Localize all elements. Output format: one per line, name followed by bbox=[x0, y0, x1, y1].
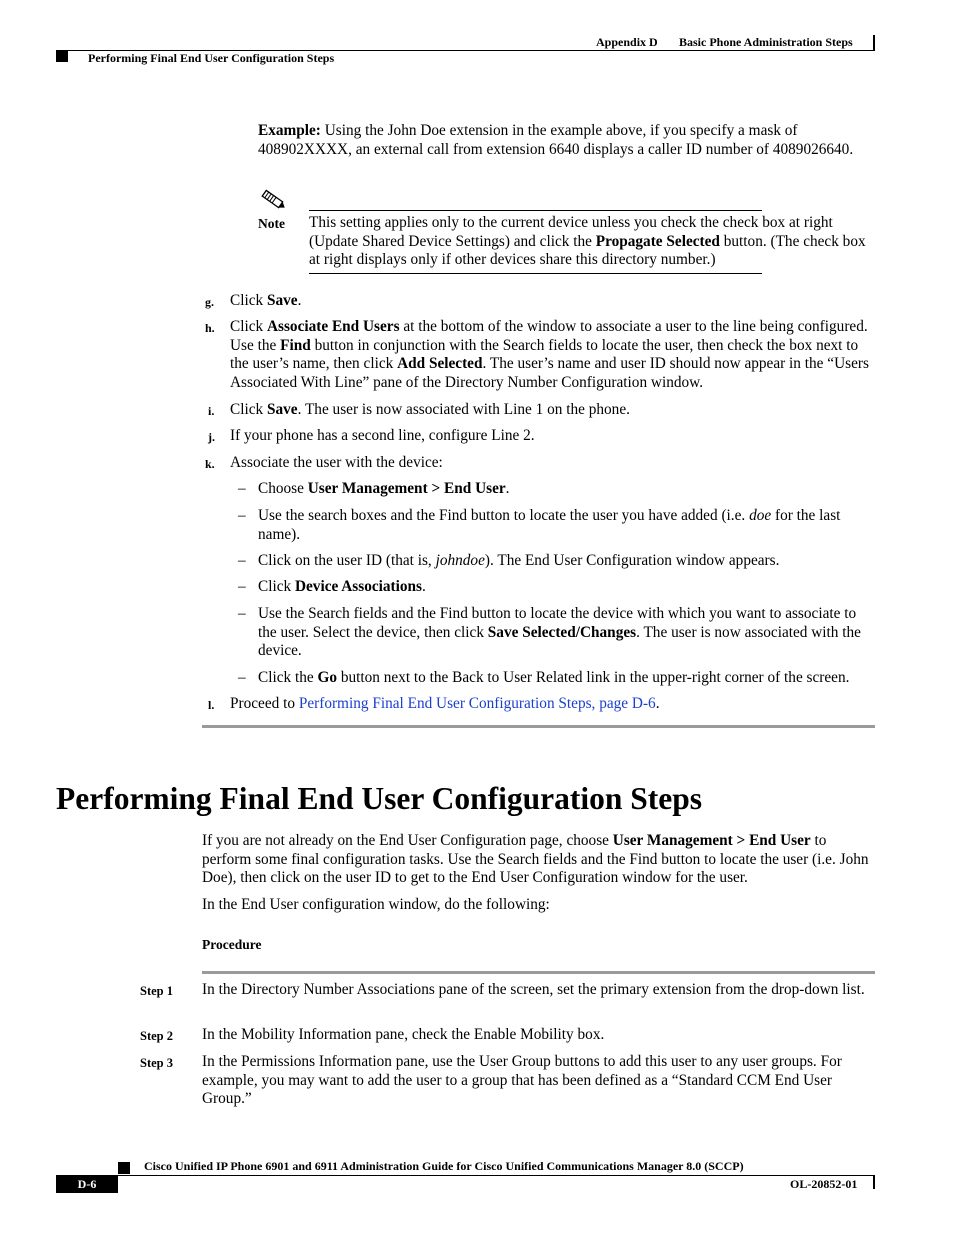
step-g-text: Click Save. bbox=[230, 292, 302, 309]
note-top-rule bbox=[309, 210, 762, 211]
example-label: Example: bbox=[258, 122, 321, 139]
step-letter-h: h. bbox=[205, 321, 215, 335]
section-intro: If you are not already on the End User Configuration page, choose User Management > End User to perform some final configuration tasks. Use the Search fields and the Find button to locate the user (i.e. John Doe), then click on the user ID to get to the End User Configuration window for the user. bbox=[202, 832, 869, 887]
example-paragraph bbox=[258, 122, 858, 159]
header-section: Performing Final End User Configuration Steps bbox=[88, 51, 335, 65]
substep-1-text: Choose User Management > End User. bbox=[258, 480, 510, 497]
header-chapter: Basic Phone Administration Steps bbox=[679, 35, 853, 49]
step-label: Step 3 bbox=[140, 1056, 173, 1070]
step-letter-k: k. bbox=[205, 457, 215, 471]
substep-dash: – bbox=[238, 507, 246, 524]
step-l-text: Proceed to Performing Final End User Configuration Steps, page D-6. bbox=[230, 695, 660, 712]
substep-dash: – bbox=[238, 605, 246, 622]
step-j-text: If your phone has a second line, configure Line 2. bbox=[230, 427, 535, 444]
procedure-step-text: In the Permissions Information pane, use the User Group buttons to add this user to any user groups. For example, you may want to add the user to a group that has been defined as a “Standard CCM End User Group.” bbox=[202, 1053, 842, 1108]
footer-rule bbox=[56, 1175, 875, 1176]
substep-dash: – bbox=[238, 552, 246, 569]
step-letter-g: g. bbox=[205, 295, 214, 309]
footer-end-bar bbox=[873, 1175, 875, 1189]
step-label: Step 1 bbox=[140, 984, 173, 998]
note-label: Note bbox=[258, 216, 285, 231]
page-number: D-6 bbox=[77, 1177, 97, 1191]
footer-block-marker bbox=[118, 1162, 130, 1174]
step-label: Step 2 bbox=[140, 1029, 173, 1043]
section-title: Performing Final End User Configuration Steps bbox=[56, 781, 703, 816]
step-letter-l: l. bbox=[208, 698, 215, 712]
step-k-text: Associate the user with the device: bbox=[230, 454, 443, 471]
substep-dash: – bbox=[238, 578, 246, 595]
procedure-heading: Procedure bbox=[202, 937, 262, 952]
step-i-text: Click Save. The user is now associated with Line 1 on the phone. bbox=[230, 401, 630, 418]
procedure-step-text: In the Mobility Information pane, check the Enable Mobility box. bbox=[202, 1026, 605, 1043]
cross-reference-link[interactable]: Performing Final End User Configuration Steps, page D-6 bbox=[298, 695, 656, 712]
substep-2-text: Use the search boxes and the Find button to locate the user you have added (i.e. doe for the last name). bbox=[258, 507, 841, 543]
step-h-text: Click Associate End Users at the bottom of the window to associate a user to the line being configured. Use the Find button in conjunction with the Search fields to locate the user, then check the box next to the user’s name, then click Add Selected. The user’s name and user ID should now appear in the “Users Associated With Line” pane of the Directory Number Configuration window. bbox=[230, 318, 869, 391]
step-letter-i: i. bbox=[208, 404, 215, 418]
header-appendix: Appendix D bbox=[596, 35, 658, 49]
pencil-note-icon bbox=[258, 187, 288, 213]
substep-6-text: Click the Go button next to the Back to User Related link in the upper-right corner of the screen. bbox=[258, 669, 850, 686]
header-end-bar bbox=[873, 35, 875, 51]
section-intro-2: In the End User configuration window, do the following: bbox=[202, 896, 550, 913]
procedure-rule bbox=[202, 971, 875, 974]
note-text: This setting applies only to the current device unless you check the check box at right (Update Shared Device Settings) and click the Propagate Selected button. (The check box at right displays only if other devices share this directory number.) bbox=[309, 214, 866, 269]
section-end-rule bbox=[202, 725, 875, 728]
header-block-marker bbox=[56, 50, 68, 62]
substep-dash: – bbox=[238, 480, 246, 497]
step-letter-j: j. bbox=[208, 430, 215, 444]
substep-5-text: Use the Search fields and the Find button to locate the device with which you want to associate to the user. Select the device, then click Save Selected/Changes. The user is now associated with the device. bbox=[258, 605, 861, 660]
procedure-step-text: In the Directory Number Associations pane of the screen, set the primary extension from the drop-down list. bbox=[202, 981, 865, 998]
footer-doc-id: OL-20852-01 bbox=[790, 1177, 858, 1191]
example-text: Using the John Doe extension in the example above, if you specify a mask of 408902XXXX, an external call from extension 6640 displays a caller ID number of 4089026640. bbox=[258, 122, 854, 158]
footer-title: Cisco Unified IP Phone 6901 and 6911 Administration Guide for Cisco Unified Communications Manager 8.0 (SCCP) bbox=[144, 1159, 744, 1173]
substep-4-text: Click Device Associations. bbox=[258, 578, 426, 595]
substep-3-text: Click on the user ID (that is, johndoe). The End User Configuration window appears. bbox=[258, 552, 780, 569]
substep-dash: – bbox=[238, 669, 246, 686]
note-bottom-rule bbox=[309, 273, 762, 274]
